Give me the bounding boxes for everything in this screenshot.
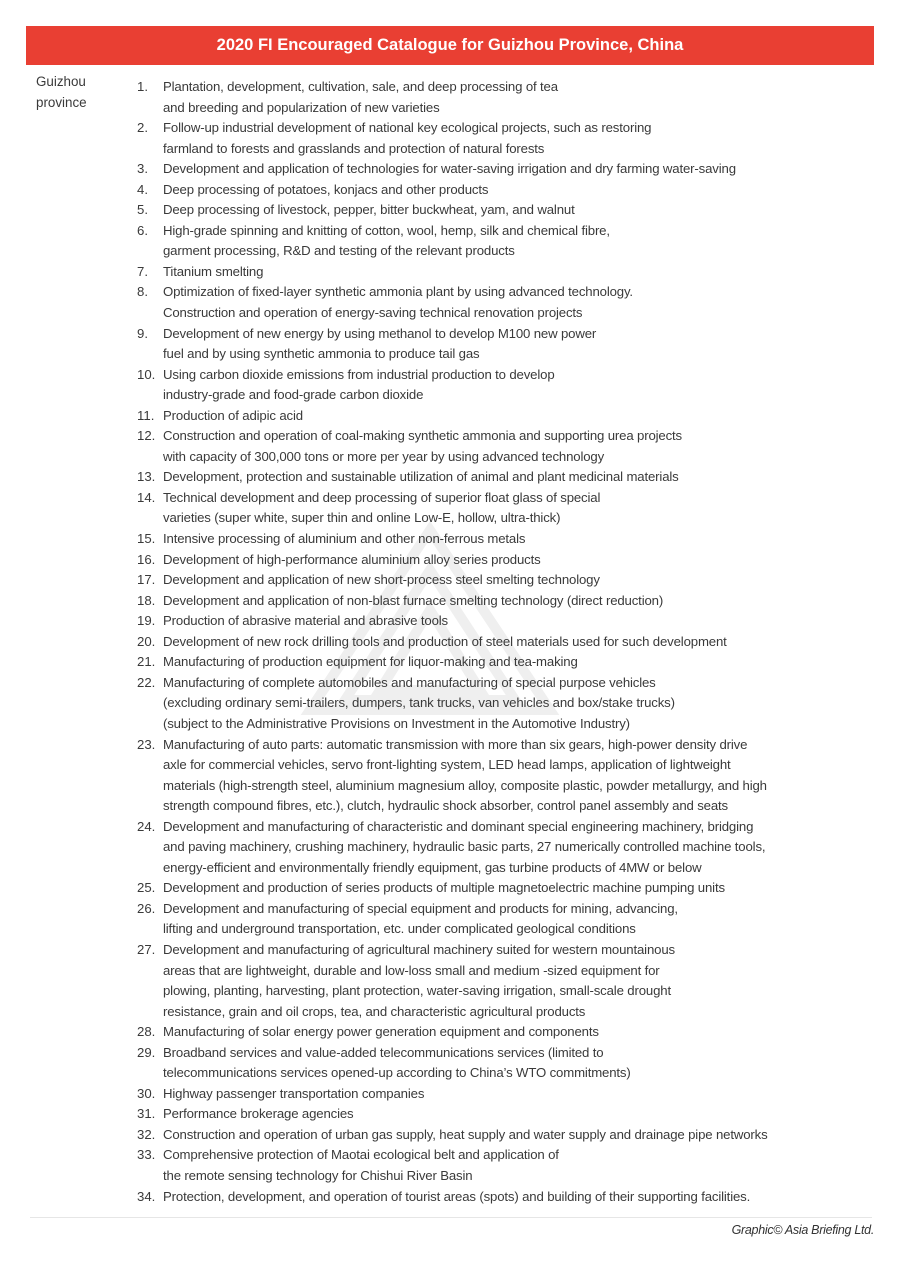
list-item — [137, 1104, 837, 1125]
list-item-line: Development and application of non-blast furnace smelting technology (direct reduction) — [163, 592, 664, 608]
list-item-number: 20. — [137, 633, 156, 649]
list-item-number: 30. — [137, 1085, 156, 1101]
list-item-line: lifting and underground transportation, etc. under complicated geological conditions — [163, 921, 636, 937]
list-item-text — [163, 817, 765, 879]
list-item-number: 11. — [137, 407, 155, 423]
list-item-line: Production of abrasive material and abrasive tools — [163, 613, 448, 629]
list-item-text — [163, 529, 525, 550]
list-item — [137, 118, 837, 159]
list-item-line: Performance brokerage agencies — [163, 1106, 354, 1122]
list-item-line: Development of new energy by using methanol to develop M100 new power — [163, 325, 597, 341]
list-item-line: industry-grade and food-grade carbon dioxide — [163, 387, 424, 403]
list-item-number: 2. — [137, 120, 148, 136]
list-item-text — [163, 488, 600, 529]
list-item — [137, 611, 837, 632]
list-item-text — [163, 118, 651, 159]
list-item-line: axle for commercial vehicles, servo front-lighting system, LED head lamps, application of lightweight — [163, 757, 731, 773]
list-item — [137, 426, 837, 467]
list-item-text — [163, 1043, 631, 1084]
list-item-number: 19. — [137, 613, 156, 629]
list-item — [137, 282, 837, 323]
list-item-text — [163, 200, 575, 221]
list-item-line: Development and production of series products of multiple magnetoelectric machine pumping units — [163, 880, 725, 896]
list-item-text — [163, 1187, 750, 1208]
list-item-line: materials (high-strength steel, aluminium magnesium alloy, composite plastic, powder metallurgy, and high — [163, 777, 767, 793]
list-item-line: Manufacturing of production equipment for liquor-making and tea-making — [163, 654, 578, 670]
page-title-banner — [26, 26, 874, 65]
list-item-line: Comprehensive protection of Maotai ecological belt and application of — [163, 1147, 559, 1163]
list-item-line: Production of adipic acid — [163, 407, 303, 423]
list-item — [137, 1145, 837, 1186]
list-item-line: with capacity of 300,000 tons or more per year by using advanced technology — [163, 448, 605, 464]
list-item-text — [163, 1145, 559, 1186]
list-item-line: Technical development and deep processing of superior float glass of special — [163, 489, 601, 505]
list-item-number: 6. — [137, 222, 148, 238]
list-item-number: 10. — [137, 366, 156, 382]
list-item-text — [163, 570, 600, 591]
list-item-line: farmland to forests and grasslands and protection of natural forests — [163, 140, 545, 156]
list-item-text — [163, 878, 725, 899]
list-item-line: Development and application of new short-process steel smelting technology — [163, 572, 600, 588]
list-item-text — [163, 673, 675, 735]
list-item-line: Deep processing of livestock, pepper, bitter buckwheat, yam, and walnut — [163, 202, 575, 218]
list-item — [137, 632, 837, 653]
list-item-text — [163, 735, 767, 817]
region-label-line: Guizhou — [36, 74, 86, 89]
list-item — [137, 200, 837, 221]
list-item-text — [163, 282, 633, 323]
list-item-text — [163, 77, 558, 118]
region-label — [36, 72, 116, 113]
list-item-number: 18. — [137, 592, 156, 608]
list-item-number: 5. — [137, 202, 148, 218]
list-item — [137, 652, 837, 673]
list-item-line: Using carbon dioxide emissions from industrial production to develop — [163, 366, 555, 382]
list-item — [137, 817, 837, 879]
list-item — [137, 77, 837, 118]
list-item-text — [163, 1125, 768, 1146]
list-item-line: Intensive processing of aluminium and other non-ferrous metals — [163, 531, 526, 547]
list-item-line: telecommunications services opened-up according to China’s WTO commitments) — [163, 1065, 631, 1081]
list-item-line: Manufacturing of complete automobiles and manufacturing of special purpose vehicles — [163, 674, 656, 690]
list-item-line: Development and manufacturing of agricultural machinery suited for western mountainous — [163, 941, 675, 957]
list-item — [137, 1084, 837, 1105]
list-item-number: 29. — [137, 1044, 156, 1060]
list-item-number: 23. — [137, 736, 156, 752]
list-item-line: strength compound fibres, etc.), clutch, hydraulic shock absorber, control panel assembly and seats — [163, 798, 728, 814]
list-item — [137, 673, 837, 735]
list-item — [137, 365, 837, 406]
list-item-line: and paving machinery, crushing machinery, hydraulic basic parts, 27 numerically controlled machine tools, — [163, 839, 766, 855]
list-item — [137, 488, 837, 529]
list-item-text — [163, 550, 541, 571]
page-title: 2020 FI Encouraged Catalogue for Guizhou Province, China — [216, 36, 684, 54]
list-item-number: 24. — [137, 818, 156, 834]
list-item-number: 3. — [137, 161, 148, 177]
list-item-number: 17. — [137, 572, 156, 588]
list-item-number: 28. — [137, 1024, 156, 1040]
list-item — [137, 324, 837, 365]
list-item — [137, 1187, 837, 1208]
list-item-number: 33. — [137, 1147, 156, 1163]
list-item-line: Highway passenger transportation companies — [163, 1085, 425, 1101]
list-item — [137, 1125, 837, 1146]
list-item-line: Development and application of technologies for water-saving irrigation and dry farming water-saving — [163, 161, 736, 177]
list-item-line: fuel and by using synthetic ammonia to produce tail gas — [163, 346, 480, 362]
list-item-text — [163, 180, 488, 201]
list-item-line: Construction and operation of urban gas supply, heat supply and water supply and drainage pipe networks — [163, 1126, 768, 1142]
list-item-text — [163, 324, 596, 365]
list-item-line: and breeding and popularization of new varieties — [163, 99, 440, 115]
list-item-number: 9. — [137, 325, 148, 341]
list-item-line: Broadband services and value-added telecommunications services (limited to — [163, 1044, 604, 1060]
list-item-number: 14. — [137, 489, 156, 505]
list-item-number: 13. — [137, 469, 156, 485]
list-item-number: 1. — [137, 79, 148, 94]
list-item-line: (subject to the Administrative Provisions on Investment in the Automotive Industry) — [163, 715, 630, 731]
list-item — [137, 529, 837, 550]
list-item-line: Development and manufacturing of characteristic and dominant special engineering machinery, bridging — [163, 818, 754, 834]
list-item-line: Development, protection and sustainable utilization of animal and plant medicinal materials — [163, 469, 679, 485]
list-item — [137, 1022, 837, 1043]
list-item-line: the remote sensing technology for Chishui River Basin — [163, 1167, 473, 1183]
list-item — [137, 180, 837, 201]
list-item-number: 34. — [137, 1188, 156, 1204]
list-item-text — [163, 467, 679, 488]
region-label-line: province — [36, 94, 87, 110]
list-item-text — [163, 1022, 599, 1043]
list-item-text — [163, 365, 555, 406]
list-item-text — [163, 406, 303, 427]
list-item — [137, 406, 837, 427]
list-item-line: High-grade spinning and knitting of cotton, wool, hemp, silk and chemical fibre, — [163, 222, 610, 238]
list-item-text — [163, 591, 663, 612]
list-item-line: Deep processing of potatoes, konjacs and other products — [163, 181, 489, 197]
list-item — [137, 591, 837, 612]
list-item-line: Development of high-performance aluminium alloy series products — [163, 551, 541, 567]
list-item-number: 25. — [137, 880, 156, 896]
list-item-text — [163, 1084, 424, 1105]
list-item — [137, 735, 837, 817]
list-item-line: Follow-up industrial development of national key ecological projects, such as restoring — [163, 120, 652, 136]
list-item-line: Plantation, development, cultivation, sale, and deep processing of tea — [163, 79, 558, 94]
list-item-number: 26. — [137, 900, 156, 916]
list-item-line: Construction and operation of coal-making synthetic ammonia and supporting urea projects — [163, 428, 682, 444]
list-item-number: 15. — [137, 531, 156, 547]
list-item-text — [163, 159, 736, 180]
list-item — [137, 570, 837, 591]
list-item-line: Protection, development, and operation of tourist areas (spots) and building of their supporting facilities. — [163, 1188, 751, 1204]
list-item-number: 4. — [137, 181, 148, 197]
list-item-line: Manufacturing of auto parts: automatic transmission with more than six gears, high-power density drive — [163, 736, 748, 752]
list-item-line: Construction and operation of energy-saving technical renovation projects — [163, 305, 583, 321]
list-item-line: Development of new rock drilling tools and production of steel materials used for such development — [163, 633, 727, 649]
list-item-line: Manufacturing of solar energy power generation equipment and components — [163, 1024, 599, 1040]
list-item-number: 16. — [137, 551, 156, 567]
list-item-text — [163, 652, 578, 673]
list-item-line: energy-efficient and environmentally friendly equipment, gas turbine products of 4MW or below — [163, 859, 702, 875]
list-item-text — [163, 940, 675, 1022]
list-item-line: Titanium smelting — [163, 263, 264, 279]
list-item-text — [163, 899, 678, 940]
list-item-line: Optimization of fixed-layer synthetic ammonia plant by using advanced technology. — [163, 284, 633, 300]
list-item — [137, 159, 837, 180]
graphic-credit: Graphic© Asia Briefing Ltd. — [731, 1223, 874, 1237]
list-item-line: resistance, grain and oil crops, tea, and characteristic agricultural products — [163, 1003, 586, 1019]
list-item — [137, 221, 837, 262]
list-item-number: 8. — [137, 284, 148, 300]
list-item-number: 21. — [137, 654, 156, 670]
footer-divider — [30, 1217, 872, 1218]
list-item-number: 31. — [137, 1106, 156, 1122]
list-item-number: 12. — [137, 428, 156, 444]
list-item-text — [163, 221, 610, 262]
list-item — [137, 550, 837, 571]
list-item-line: garment processing, R&D and testing of the relevant products — [163, 243, 515, 259]
list-item — [137, 899, 837, 940]
list-item-line: areas that are lightweight, durable and low-loss small and medium -sized equipment for — [163, 962, 660, 978]
list-item-text — [163, 426, 682, 467]
list-item — [137, 940, 837, 1022]
list-item-line: Development and manufacturing of special equipment and products for mining, advancing, — [163, 900, 678, 916]
encouraged-items-list — [137, 77, 837, 1207]
list-item — [137, 1043, 837, 1084]
list-item-line: (excluding ordinary semi-trailers, dumpers, tank trucks, van vehicles and box/stake trucks) — [163, 695, 675, 711]
list-item-number: 7. — [137, 263, 148, 279]
list-item-number: 27. — [137, 941, 156, 957]
list-item — [137, 262, 837, 283]
list-item-number: 32. — [137, 1126, 156, 1142]
list-item-text — [163, 611, 448, 632]
list-item-text — [163, 632, 727, 653]
list-item-line: varieties (super white, super thin and online Low-E, hollow, ultra-thick) — [163, 510, 561, 526]
list-item — [137, 467, 837, 488]
list-item-text — [163, 262, 263, 283]
list-item-number: 22. — [137, 674, 156, 690]
list-item-line: plowing, planting, harvesting, plant protection, water-saving irrigation, small-scale drought — [163, 983, 671, 999]
list-item-text — [163, 1104, 354, 1125]
list-item — [137, 878, 837, 899]
